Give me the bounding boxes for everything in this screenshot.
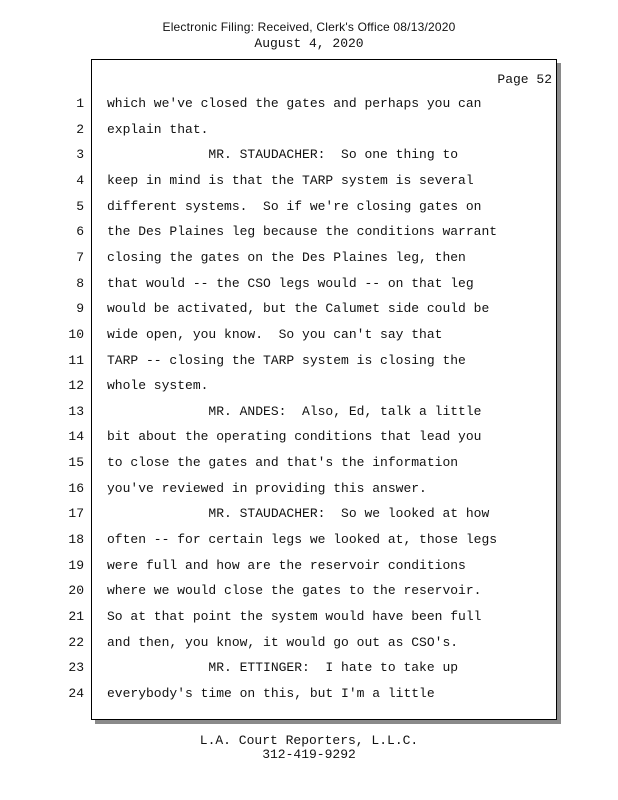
line-number: 2 bbox=[76, 121, 84, 137]
line-text: the Des Plaines leg because the conditions warrant bbox=[107, 224, 498, 240]
transcript-line bbox=[0, 353, 618, 373]
transcript-line bbox=[0, 122, 618, 142]
line-number: 1 bbox=[76, 96, 84, 111]
line-number: 13 bbox=[68, 403, 84, 419]
transcript-line bbox=[0, 276, 618, 296]
line-number: 20 bbox=[68, 583, 84, 599]
line-text: whole system. bbox=[107, 378, 209, 394]
electronic-filing-stamp: Electronic Filing: Received, Clerk's Office 08/13/2020 bbox=[162, 20, 456, 34]
line-number: 23 bbox=[68, 660, 84, 676]
line-number: 5 bbox=[76, 198, 84, 214]
line-text: that would -- the CSO legs would -- on that leg bbox=[107, 275, 474, 291]
line-text: everybody's time on this, but I'm a little bbox=[107, 685, 435, 701]
transcript-line bbox=[0, 635, 618, 655]
line-text: would be activated, but the Calumet side could be bbox=[107, 301, 490, 317]
transcript-line bbox=[0, 481, 618, 501]
transcript-line bbox=[0, 404, 618, 424]
transcript-line bbox=[0, 455, 618, 475]
transcript-line bbox=[0, 327, 618, 347]
line-number: 12 bbox=[68, 378, 84, 394]
line-text: bit about the operating conditions that lead you bbox=[107, 429, 482, 445]
line-number: 17 bbox=[68, 506, 84, 522]
line-text: were full and how are the reservoir conditions bbox=[107, 557, 466, 573]
line-text: TARP -- closing the TARP system is closing the bbox=[107, 352, 466, 368]
line-text: MR. ETTINGER: I hate to take up bbox=[107, 660, 459, 676]
line-number: 16 bbox=[68, 480, 84, 496]
line-text: you've reviewed in providing this answer. bbox=[107, 480, 427, 496]
transcript-line bbox=[0, 224, 618, 244]
transcript-line bbox=[0, 378, 618, 398]
line-text: different systems. So if we're closing gates on bbox=[107, 198, 482, 214]
transcript-line bbox=[0, 609, 618, 629]
line-text: So at that point the system would have been full bbox=[107, 609, 482, 624]
line-number: 24 bbox=[68, 685, 84, 701]
transcript-line bbox=[0, 506, 618, 526]
line-number: 18 bbox=[68, 532, 84, 548]
transcript-line bbox=[0, 147, 618, 167]
line-number: 21 bbox=[68, 609, 84, 624]
page-number: Page 52 bbox=[497, 72, 552, 87]
transcript-line bbox=[0, 96, 618, 116]
line-text: and then, you know, it would go out as CSO's. bbox=[107, 634, 459, 650]
court-reporter-name: L.A. Court Reporters, L.L.C. bbox=[199, 733, 419, 748]
transcript-line bbox=[0, 301, 618, 321]
transcript-line bbox=[0, 558, 618, 578]
line-text: closing the gates on the Des Plaines leg, then bbox=[107, 249, 466, 265]
line-text: where we would close the gates to the reservoir. bbox=[107, 583, 482, 599]
court-reporter-phone: 312-419-9292 bbox=[262, 747, 356, 762]
line-text: MR. STAUDACHER: So one thing to bbox=[107, 147, 459, 163]
transcript-line bbox=[0, 429, 618, 449]
transcript-line bbox=[0, 660, 618, 680]
line-text: keep in mind is that the TARP system is several bbox=[107, 172, 474, 188]
line-number: 8 bbox=[76, 275, 84, 291]
line-number: 10 bbox=[68, 326, 84, 342]
line-number: 22 bbox=[68, 634, 84, 650]
line-number: 14 bbox=[68, 429, 84, 445]
line-number: 7 bbox=[76, 249, 84, 265]
line-text: wide open, you know. So you can't say that bbox=[107, 326, 443, 342]
line-number: 3 bbox=[76, 147, 84, 163]
transcript-line bbox=[0, 532, 618, 552]
line-text: which we've closed the gates and perhaps you can bbox=[107, 96, 482, 111]
line-text: explain that. bbox=[107, 121, 209, 137]
transcript-line bbox=[0, 250, 618, 270]
transcript-line bbox=[0, 686, 618, 706]
line-text: MR. STAUDACHER: So we looked at how bbox=[107, 506, 490, 522]
line-number: 11 bbox=[68, 352, 84, 368]
transcript-date: August 4, 2020 bbox=[254, 36, 364, 51]
line-number: 6 bbox=[76, 224, 84, 240]
transcript-line bbox=[0, 173, 618, 193]
line-number: 15 bbox=[68, 455, 84, 471]
line-text: often -- for certain legs we looked at, those legs bbox=[107, 532, 498, 548]
transcript-line bbox=[0, 583, 618, 603]
transcript-line bbox=[0, 199, 618, 219]
line-text: MR. ANDES: Also, Ed, talk a little bbox=[107, 403, 482, 419]
line-number: 19 bbox=[68, 557, 84, 573]
line-number: 4 bbox=[76, 172, 84, 188]
line-number: 9 bbox=[76, 301, 84, 317]
line-text: to close the gates and that's the information bbox=[107, 455, 459, 471]
